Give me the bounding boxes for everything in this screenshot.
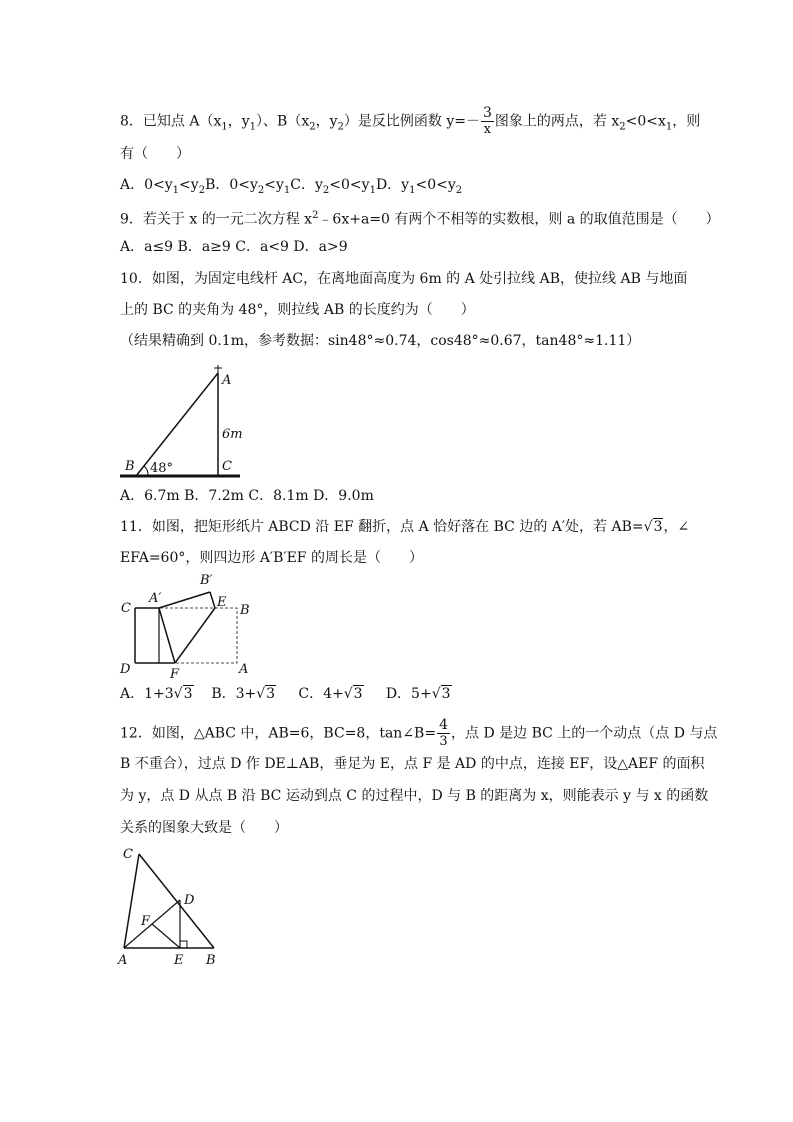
q12-figure [110,840,230,975]
q12-line2: B 不重合），过点 D 作 DE⊥AB，垂足为 E，点 F 是 AD 的中点，连接 EF，设△AEF 的面积 [120,756,705,772]
q8-line2: 有（ ） [120,146,190,162]
label-f: F [141,914,151,929]
label-e: E [174,953,184,968]
edge-ef [175,608,215,663]
side-cb [139,854,214,948]
wire-ab [136,373,218,476]
edge-a1b1 [159,592,210,608]
label-b: B [125,459,135,474]
label-b: B [206,953,216,968]
label-e: E [217,595,227,610]
label-b: B [240,603,250,618]
label-a: A [222,373,232,388]
q10-figure [110,355,250,485]
label-c: C [123,847,133,862]
q12-line3: 为 y，点 D 从点 B 沿 BC 运动到点 C 的过程中，D 与 B 的距离为 x，则能表示 y 与 x 的函数 [120,788,709,804]
label-f: F [170,667,180,682]
edge-b1e [210,592,215,608]
q10-line1: 10．如图，为固定电线杆 AC，在离地面高度为 6m 的 A 处引拉线 AB，使拉线 AB 与地面 [120,271,688,287]
label-48: 48° [150,461,174,476]
q8-options: A．$0<y_1<y_2B$．$0<y_2<y_1C$．$y_2<0<y_1D$．$y_1<0<y_2$ [120,177,463,196]
label-a: A [118,953,128,968]
label-6m: 6m [222,427,243,442]
label-a1: A′ [149,591,162,606]
q12-fraction: $\frac{4}{3}$ [439,717,448,749]
q10-line2: 上的 BC 的夹角为 48°，则拉线 AB 的长度约为（ ） [120,302,475,318]
q10-options: A．6.7m B．7.2m C．8.1m D．9.0m [120,488,374,504]
segment-fe [152,924,180,948]
label-c: C [121,601,131,616]
label-b1: B′ [200,573,213,588]
q12-line4: 关系的图象大致是（ ） [120,820,288,836]
q11-figure [115,570,260,680]
label-d: D [120,662,131,677]
original-rect-dashed [135,608,237,663]
label-d: D [184,893,195,908]
q11-line1: 11．如图，把矩形纸片 ABCD 沿 EF 翻折，点 A 恰好落在 BC 边的 A′处，若 AB=√3，∠ [120,519,690,535]
q9-options: A．a≤9 B．a≥9 C．a<9 D．a>9 [120,239,348,255]
label-c: C [222,459,232,474]
q11-line2: EFA=60°，则四边形 A′B′EF 的周长是（ ） [120,550,423,566]
right-angle-mark [180,941,187,948]
q8-line1: 8．已知点 $A(x_1$，$y_1$）、$B(x_2$，$y_2$）是反比例函数 y=－ $\frac{3}{x}$ 图象上的两点，若 $x_2<0<x_1$，则 [120,105,701,137]
label-a: A [239,662,249,677]
q12-line1: 12．如图，△ABC 中，AB=6，BC=8，tan∠B= $\frac{4}{3}$ ，点 D 是边 BC 上的一个动点（点 D 与点 [120,717,718,749]
q11-options: A．1+3√3 B．3+√3 C．4+√3 D．5+√3 [120,686,451,702]
side-ac [124,854,139,948]
q10-line3: （结果精确到 0.1m，参考数据：sin48°≈0.74，cos48°≈0.67，tan48°≈1.11） [120,333,641,349]
edge-a1f [159,608,175,663]
q8-fraction: $\frac{3}{x}$ [483,105,492,137]
q9-line1: 9．若关于 x 的一元二次方程 $x^2﹣6x+a=0$ 有两个不相等的实数根，则 a 的取值范围是（ ） [120,210,720,228]
